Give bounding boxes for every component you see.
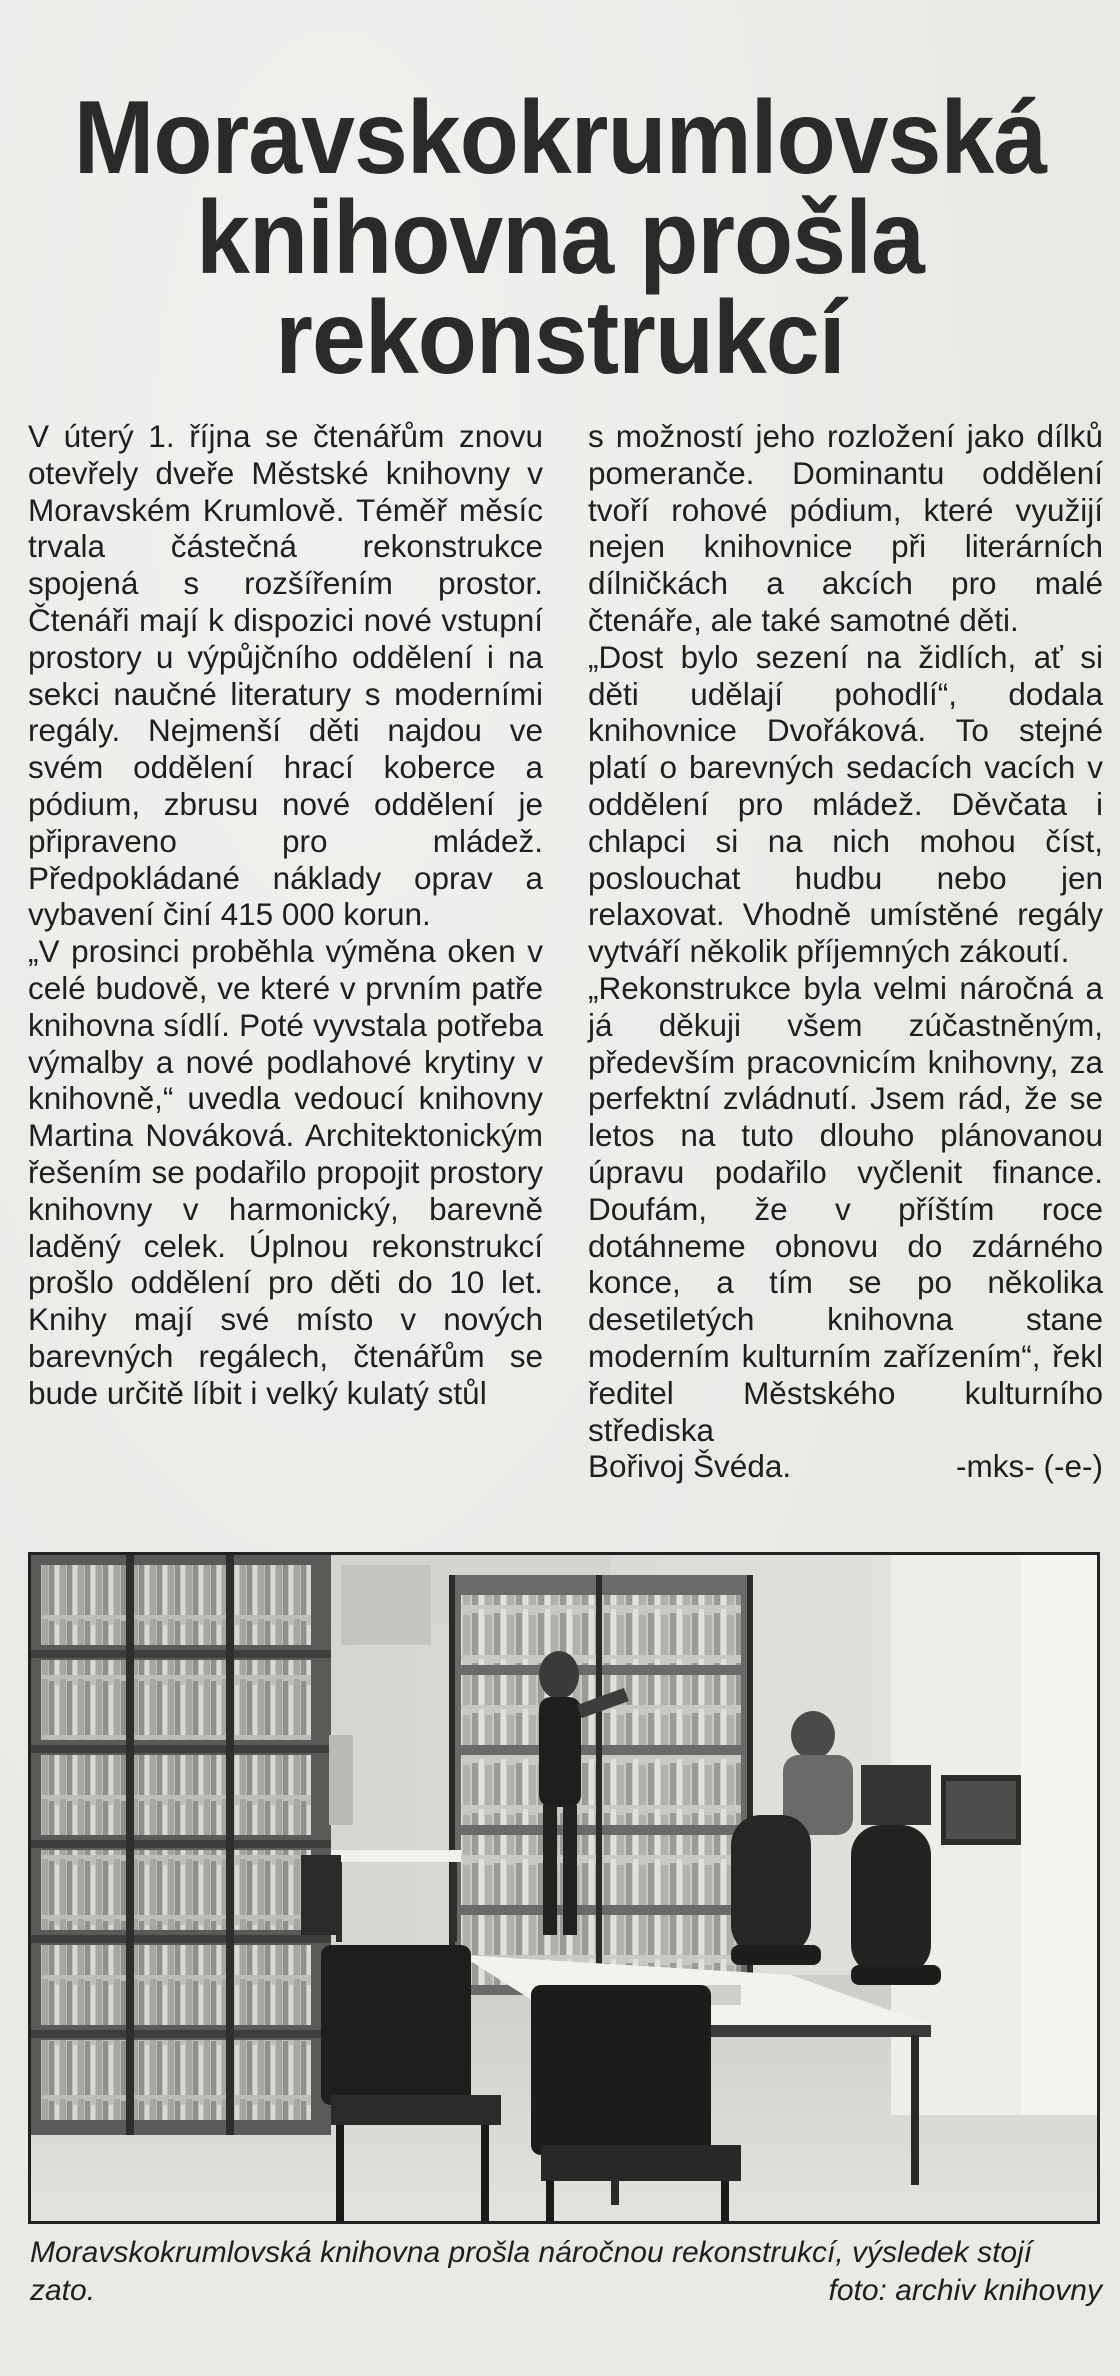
- headline-line: rekonstrukcí: [275, 279, 845, 396]
- photo-caption: Moravskokrumlovská knihovna prošla náročnou rekonstrukcí, výsledek stojí zato.: [30, 2236, 1033, 2307]
- article-signature-line: [588, 1448, 1103, 1485]
- article-headline: [58, 79, 1062, 396]
- library-photo-drawing: [31, 1555, 1097, 2221]
- library-photo: [28, 1552, 1100, 2224]
- article-paragraph: „V prosinci proběhla výměna oken v celé budově, ve které v prvním patře knihovna sídlí. Poté vyvstala potřeba výmalby a nové podlahové krytiny v knihovně,“ uvedla vedoucí knihovny Martina Nováková. Architektonickým řešením se podařilo propojit prostory knihovny v harmonický, barevně laděný celek. Úplnou rekonstrukcí prošlo oddělení pro děti do 10 let. Knihy mají své místo v nových barevných regálech, čtenářům se bude určitě líbit i velký kulatý stůl: [28, 933, 543, 1411]
- article-paragraph: „Rekonstrukce byla velmi náročná a já děkuji všem zúčastněným, především pracovnicím knihovny, za perfektní zvládnutí. Jsem rád, že se letos na tuto dlouho plánovanou úpravu podařilo vyčlenit finance. Doufám, že v příštím roce dotáhneme obnovu do zdárného konce, a tím se po několika desetiletých knihovna stane moderním kulturním zařízením“, řekl ředitel Městského kulturního střediska: [588, 969, 1103, 1448]
- article-paragraph: s možností jeho rozložení jako dílků pomeranče. Dominantu oddělení tvoří rohové pódium, které využijí nejen knihovnice při literárních dílničkách a akcích pro malé čtenáře, ale také samotné děti.: [588, 418, 1103, 638]
- article-paragraph: V úterý 1. října se čtenářům znovu otevřely dveře Městské knihovny v Moravském Krumlově. Téměř měsíc trvala částečná rekonstrukce spojená s rozšířením prostor. Čtenáři mají k dispozici nové vstupní prostory u výpůjčního oddělení i na sekci naučné literatury s moderními regály. Nejmenší děti najdou ve svém oddělení hrací koberce a pódium, zbrusu nové oddělení je připraveno pro mládež. Předpokládané náklady oprav a vybavení činí 415 000 korun.: [28, 418, 543, 933]
- headline-line: Moravskokrumlovská: [73, 79, 1047, 196]
- photo-credit: foto: archiv knihovny: [828, 2274, 1102, 2307]
- headline-line: knihovna prošla: [196, 179, 924, 296]
- left-bookshelf: [31, 1555, 331, 2135]
- photo-caption-block: [30, 2234, 1102, 2310]
- article-paragraph: „Dost bylo sezení na židlích, ať si děti udělají pohodlí“, dodala knihovnice Dvořáková. To stejné platí o barevných sedacích vacích v oddělení pro mládež. Děvčata i chlapci si na nich mohou číst, poslouchat hudbu nebo jen relaxovat. Vhodně umístěné regály vytváří několik příjemných zákoutí.: [588, 638, 1103, 970]
- article-signature: -mks- (-e-): [956, 1448, 1103, 1485]
- article-column-right: [588, 418, 1103, 1485]
- author-name: Bořivoj Švéda.: [588, 1448, 792, 1485]
- article-column-left: [28, 418, 543, 1412]
- center-bookshelf: [449, 1575, 753, 1995]
